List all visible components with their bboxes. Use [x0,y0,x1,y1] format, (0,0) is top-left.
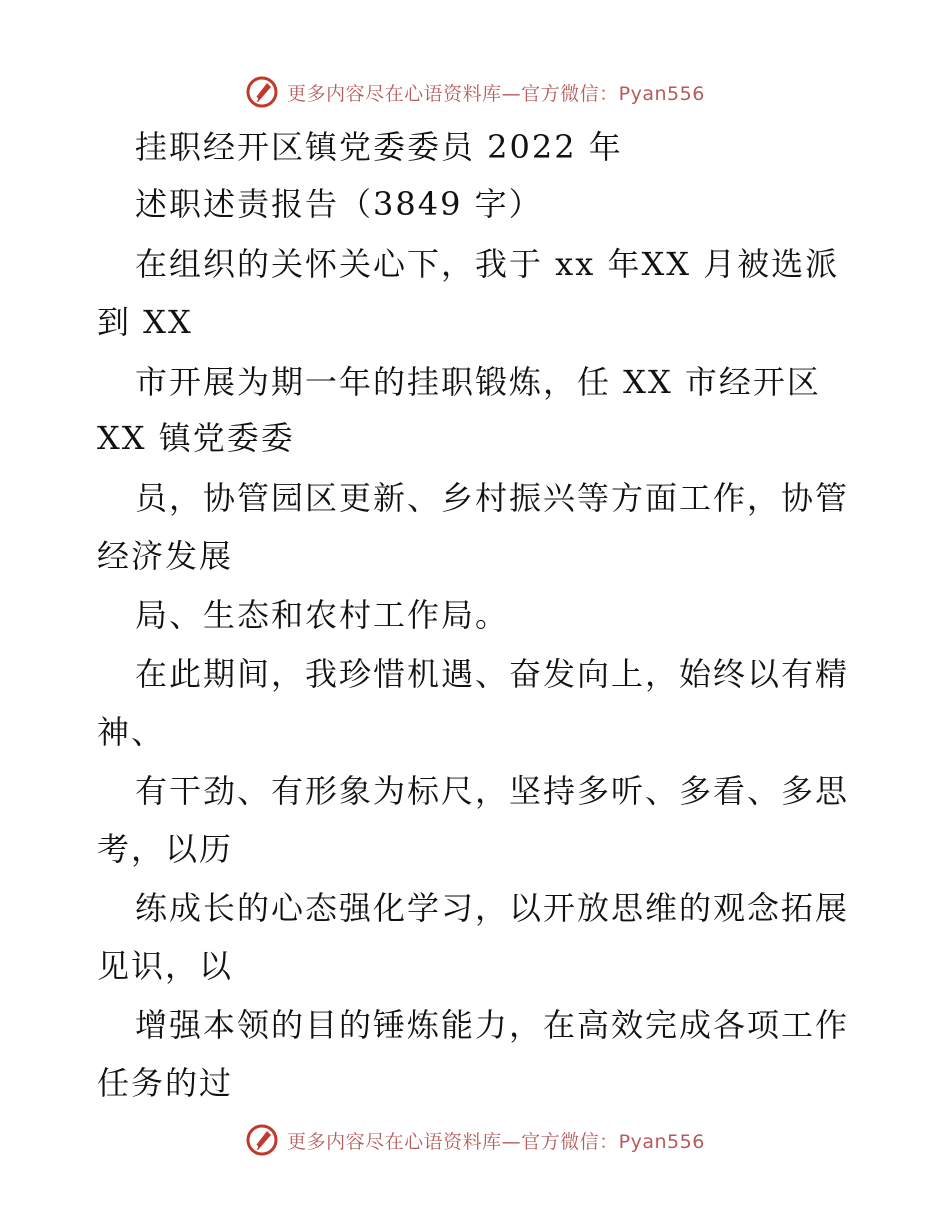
paragraph-line: 增强本领的目的锤炼能力，在高效完成各项工作 [135,1006,850,1044]
title-line-2: 述职述责报告（3849 字） [135,185,543,223]
watermark-text: 更多内容尽在心语资料库—官方微信：Pyan556 [287,1130,705,1153]
header-watermark-banner [0,72,950,112]
paragraph-line: 有干劲、有形象为标尺，坚持多听、多看、多思 [135,772,850,810]
paragraph-line: 见识，以 [97,947,234,985]
paragraph-line: 神、 [97,713,166,751]
paragraph-line: 到 XX [97,303,193,341]
paragraph-line: 任务的过 [97,1064,234,1102]
paragraph-line: 在组织的关怀关心下，我于 xx 年XX 月被选派 [135,245,840,283]
paragraph-line: 经济发展 [97,537,234,575]
paragraph-line: 考，以历 [97,830,234,868]
watermark-text: 更多内容尽在心语资料库—官方微信：Pyan556 [287,82,705,105]
title-line-1: 挂职经开区镇党委委员 2022 年 [135,128,623,166]
pen-nib-seal-icon [245,75,279,109]
paragraph-line: 员，协管园区更新、乡村振兴等方面工作，协管 [135,479,850,517]
footer-watermark-banner [0,1120,950,1160]
pen-nib-seal-icon [245,1123,279,1157]
paragraph-line: 局、生态和农村工作局。 [135,596,510,634]
paragraph-line: 市开展为期一年的挂职锻炼，任 XX 市经开区 [135,363,821,401]
paragraph-line: XX 镇党委委 [97,419,295,457]
paragraph-line: 在此期间，我珍惜机遇、奋发向上，始终以有精 [135,655,850,693]
paragraph-line: 练成长的心态强化学习，以开放思维的观念拓展 [135,889,850,927]
